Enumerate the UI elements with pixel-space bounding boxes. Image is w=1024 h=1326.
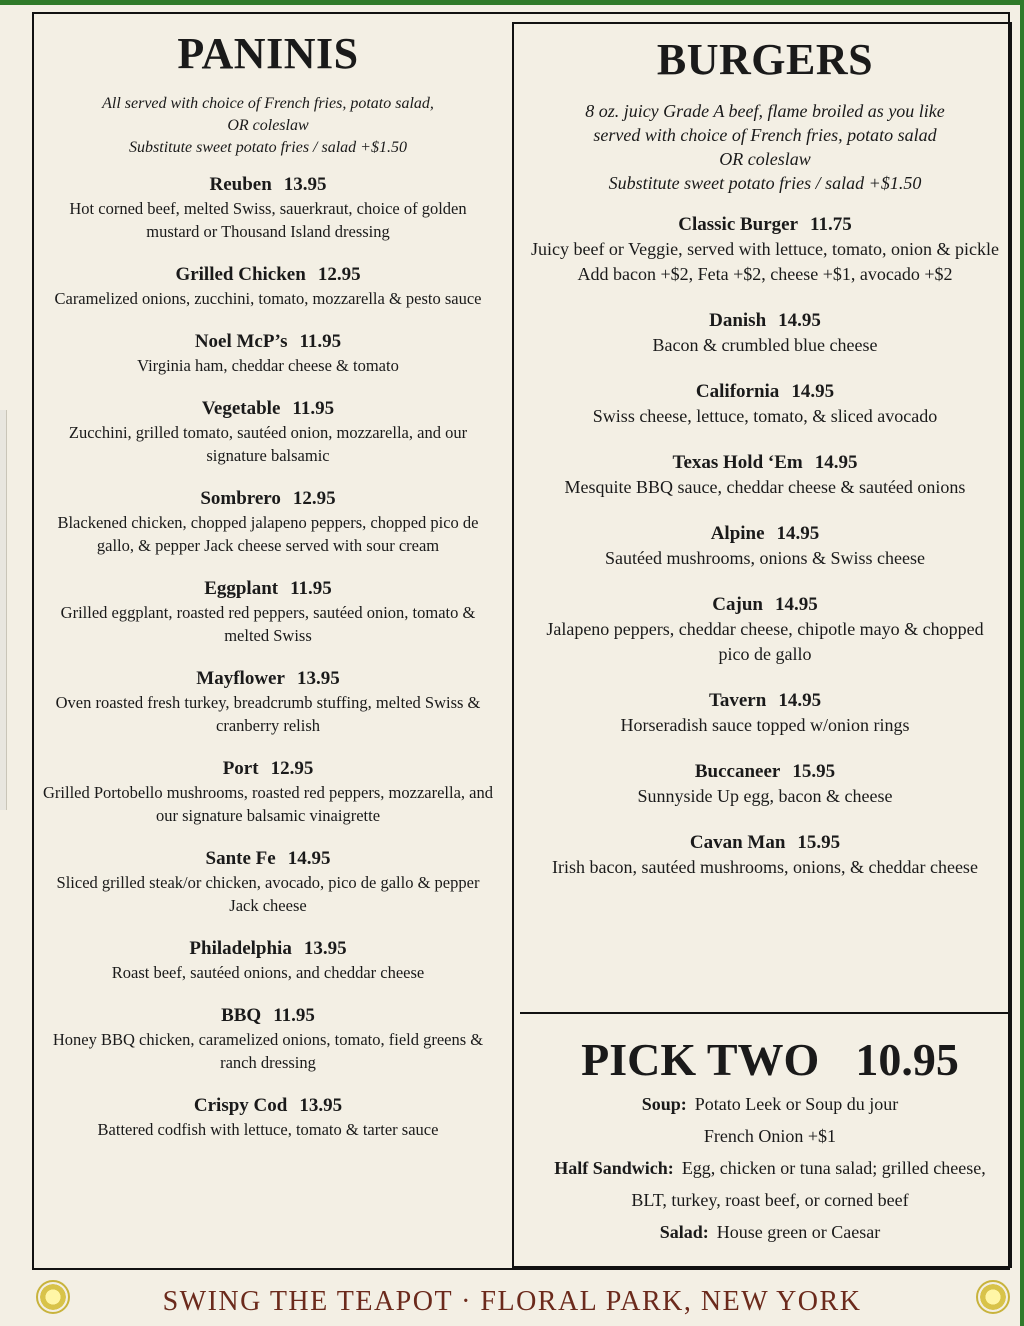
menu-item-description: Irish bacon, sautéed mushrooms, onions, & cheddar cheese bbox=[552, 857, 978, 877]
menu-item-title bbox=[42, 577, 494, 601]
menu-item-price: 14.95 bbox=[778, 690, 822, 711]
burgers-heading: BURGERS bbox=[656, 35, 874, 84]
menu-item bbox=[42, 263, 494, 310]
menu-item bbox=[530, 522, 1000, 571]
menu-item bbox=[530, 760, 1000, 809]
menu-item-description: Caramelized onions, zucchini, tomato, mozzarella & pesto sauce bbox=[54, 289, 482, 308]
menu-item-price: 12.95 bbox=[317, 264, 361, 285]
menu-item-name: Buccaneer bbox=[694, 761, 781, 782]
menu-item-name: Philadelphia bbox=[189, 938, 292, 959]
burgers-intro-line: OR coleslaw bbox=[719, 149, 811, 169]
pick-two-section bbox=[540, 1032, 1000, 1248]
pick-two-title bbox=[540, 1032, 1000, 1088]
menu-item-name: Mayflower bbox=[196, 668, 285, 689]
menu-item-title bbox=[42, 263, 494, 287]
footer-text: SWING THE TEAPOT · FLORAL PARK, NEW YORK bbox=[162, 1286, 862, 1317]
burgers-list bbox=[530, 213, 1000, 880]
menu-item bbox=[42, 1004, 494, 1074]
menu-item-description: Grilled eggplant, roasted red peppers, sautéed onion, tomato & melted Swiss bbox=[60, 603, 476, 645]
menu-item-name: Texas Hold ‘Em bbox=[672, 452, 803, 473]
menu-item-title bbox=[42, 847, 494, 871]
menu-item-description: Mesquite BBQ sauce, cheddar cheese & sautéed onions bbox=[564, 477, 966, 497]
menu-item-description: Jalapeno peppers, cheddar cheese, chipotle mayo & chopped pico de gallo bbox=[546, 619, 984, 664]
burgers-intro bbox=[530, 99, 1000, 195]
menu-item-price: 14.95 bbox=[774, 594, 818, 615]
menu-item-title bbox=[42, 1004, 494, 1028]
menu-item-name: Vegetable bbox=[201, 398, 281, 419]
menu-item-price: 12.95 bbox=[270, 758, 314, 779]
menu-item-description: Roast beef, sautéed onions, and cheddar cheese bbox=[111, 963, 425, 982]
right-edge bbox=[1020, 0, 1024, 1326]
pick-two-label: PICK TWO bbox=[581, 1034, 820, 1085]
menu-item-name: BBQ bbox=[221, 1005, 262, 1026]
menu-item-description: Juicy beef or Veggie, served with lettuce, tomato, onion & pickle bbox=[530, 239, 1000, 259]
paninis-intro bbox=[42, 93, 494, 159]
menu-item-name: Sante Fe bbox=[205, 848, 276, 869]
burgers-intro-line: served with choice of French fries, potato salad bbox=[593, 125, 937, 145]
menu-item bbox=[530, 309, 1000, 358]
paninis-section bbox=[42, 28, 494, 1161]
burgers-intro-line: Substitute sweet potato fries / salad +$1.50 bbox=[608, 173, 922, 193]
pick-soup-label: Soup: bbox=[641, 1094, 687, 1114]
menu-item-name: Port bbox=[222, 758, 259, 779]
menu-item-price: 11.95 bbox=[299, 331, 342, 352]
menu-item-title bbox=[530, 213, 1000, 237]
pick-soup-line bbox=[540, 1088, 1000, 1120]
top-edge bbox=[0, 0, 1024, 5]
menu-item bbox=[530, 451, 1000, 500]
menu-item bbox=[42, 577, 494, 647]
menu-item-price: 15.95 bbox=[792, 761, 836, 782]
pick-sandwich-text: Egg, chicken or tuna salad; grilled cheese, BLT, turkey, roast beef, or corned beef bbox=[631, 1158, 986, 1210]
menu-item-description: Grilled Portobello mushrooms, roasted red peppers, mozzarella, and our signature balsamic vinaigrette bbox=[43, 783, 493, 825]
pick-soup-extra: French Onion +$1 bbox=[703, 1126, 837, 1146]
menu-item-price: 14.95 bbox=[778, 310, 821, 331]
paninis-intro-line: All served with choice of French fries, potato salad, bbox=[102, 95, 434, 112]
menu-item bbox=[42, 667, 494, 737]
menu-item-title bbox=[42, 937, 494, 961]
menu-item-name: Alpine bbox=[710, 523, 765, 544]
menu-item-name: Noel McP’s bbox=[194, 331, 288, 352]
menu-item-price: 12.95 bbox=[292, 488, 336, 509]
left-edge-tab bbox=[0, 410, 7, 810]
menu-item-title bbox=[42, 397, 494, 421]
menu-item-price: 14.95 bbox=[776, 523, 820, 544]
menu-item-price: 11.95 bbox=[292, 398, 335, 419]
menu-item-price: 11.75 bbox=[810, 214, 852, 235]
menu-item-description: Honey BBQ chicken, caramelized onions, tomato, field greens & ranch dressing bbox=[52, 1030, 484, 1072]
menu-item-title bbox=[530, 593, 1000, 617]
menu-item bbox=[42, 847, 494, 917]
menu-item-title bbox=[42, 173, 494, 197]
pick-salad-line bbox=[540, 1216, 1000, 1248]
burgers-section bbox=[530, 28, 1000, 902]
menu-item-name: Classic Burger bbox=[678, 214, 799, 235]
menu-item-title bbox=[42, 757, 494, 781]
menu-item-name: Grilled Chicken bbox=[175, 264, 306, 285]
menu-item-title bbox=[42, 330, 494, 354]
pick-sandwich-label: Half Sandwich: bbox=[554, 1158, 674, 1178]
menu-item-price: 14.95 bbox=[791, 381, 835, 402]
menu-item-name: Danish bbox=[709, 310, 767, 331]
menu-item-description: Zucchini, grilled tomato, sautéed onion, mozzarella, and our signature balsamic bbox=[68, 423, 468, 465]
menu-item-name: Crispy Cod bbox=[193, 1095, 288, 1116]
menu-item-title bbox=[530, 831, 1000, 855]
menu-item bbox=[42, 487, 494, 557]
pick-salad-label: Salad: bbox=[659, 1222, 709, 1242]
menu-item bbox=[42, 330, 494, 377]
menu-item-title bbox=[42, 1094, 494, 1118]
menu-item-title bbox=[42, 487, 494, 511]
menu-item-price: 13.95 bbox=[299, 1095, 343, 1116]
menu-item bbox=[530, 689, 1000, 738]
menu-item bbox=[42, 1094, 494, 1141]
menu-item-description: Virginia ham, cheddar cheese & tomato bbox=[137, 356, 399, 375]
menu-item-price: 13.95 bbox=[283, 174, 327, 195]
menu-item-description: Sautéed mushrooms, onions & Swiss cheese bbox=[605, 548, 925, 568]
menu-item-name: Sombrero bbox=[200, 488, 281, 509]
menu-item-description: Bacon & crumbled blue cheese bbox=[652, 335, 878, 355]
menu-item-description: Sunnyside Up egg, bacon & cheese bbox=[637, 786, 893, 806]
menu-item-description: Sliced grilled steak/or chicken, avocado, pico de gallo & pepper Jack cheese bbox=[56, 873, 480, 915]
menu-item bbox=[42, 173, 494, 243]
pick-soup-text: Potato Leek or Soup du jour bbox=[694, 1094, 899, 1114]
menu-item bbox=[530, 831, 1000, 880]
paninis-intro-line: Substitute sweet potato fries / salad +$1.50 bbox=[129, 139, 407, 156]
menu-item-description: Hot corned beef, melted Swiss, sauerkraut, choice of golden mustard or Thousand Island dressing bbox=[69, 199, 467, 241]
menu-item-description: Blackened chicken, chopped jalapeno peppers, chopped pico de gallo, & pepper Jack cheese served with sour cream bbox=[57, 513, 479, 555]
menu-item bbox=[530, 213, 1000, 287]
burgers-intro-line: 8 oz. juicy Grade A beef, flame broiled as you like bbox=[585, 101, 945, 121]
menu-item bbox=[42, 397, 494, 467]
menu-item-addons: Add bacon +$2, Feta +$2, cheese +$1, avocado +$2 bbox=[577, 264, 953, 284]
menu-item bbox=[530, 593, 1000, 667]
menu-item-title bbox=[530, 451, 1000, 475]
menu-item-name: Reuben bbox=[209, 174, 272, 195]
menu-item bbox=[530, 380, 1000, 429]
menu-item-name: California bbox=[695, 381, 780, 402]
menu-item-description: Oven roasted fresh turkey, breadcrumb stuffing, melted Swiss & cranberry relish bbox=[55, 693, 481, 735]
menu-item-price: 13.95 bbox=[296, 668, 340, 689]
menu-item-name: Cavan Man bbox=[689, 832, 786, 853]
menu-item-price: 14.95 bbox=[287, 848, 331, 869]
menu-item-price: 11.95 bbox=[273, 1005, 315, 1026]
menu-item-name: Eggplant bbox=[204, 578, 279, 599]
paninis-intro-line: OR coleslaw bbox=[227, 117, 309, 134]
menu-item-title bbox=[530, 522, 1000, 546]
menu-item-title bbox=[530, 760, 1000, 784]
pick-sandwich-line bbox=[540, 1152, 1000, 1216]
menu-item-title bbox=[530, 309, 1000, 333]
menu-item-description: Horseradish sauce topped w/onion rings bbox=[620, 715, 910, 735]
menu-item-price: 13.95 bbox=[303, 938, 347, 959]
menu-item-description: Swiss cheese, lettuce, tomato, & sliced avocado bbox=[592, 406, 938, 426]
menu-item bbox=[42, 937, 494, 984]
menu-item-price: 15.95 bbox=[797, 832, 841, 853]
menu-item-title bbox=[42, 667, 494, 691]
teapot-emblem-icon bbox=[976, 1280, 1010, 1314]
menu-item-title bbox=[530, 689, 1000, 713]
menu-item bbox=[42, 757, 494, 827]
paninis-heading: PANINIS bbox=[177, 29, 359, 78]
menu-item-description: Battered codfish with lettuce, tomato & tarter sauce bbox=[97, 1120, 439, 1139]
menu-item-price: 11.95 bbox=[290, 578, 332, 599]
menu-item-title bbox=[530, 380, 1000, 404]
pick-two-price: 10.95 bbox=[855, 1034, 959, 1085]
pick-salad-text: House green or Caesar bbox=[716, 1222, 881, 1242]
menu-item-price: 14.95 bbox=[814, 452, 858, 473]
menu-item-name: Tavern bbox=[708, 690, 767, 711]
paninis-list bbox=[42, 173, 494, 1141]
menu-item-name: Cajun bbox=[712, 594, 763, 615]
